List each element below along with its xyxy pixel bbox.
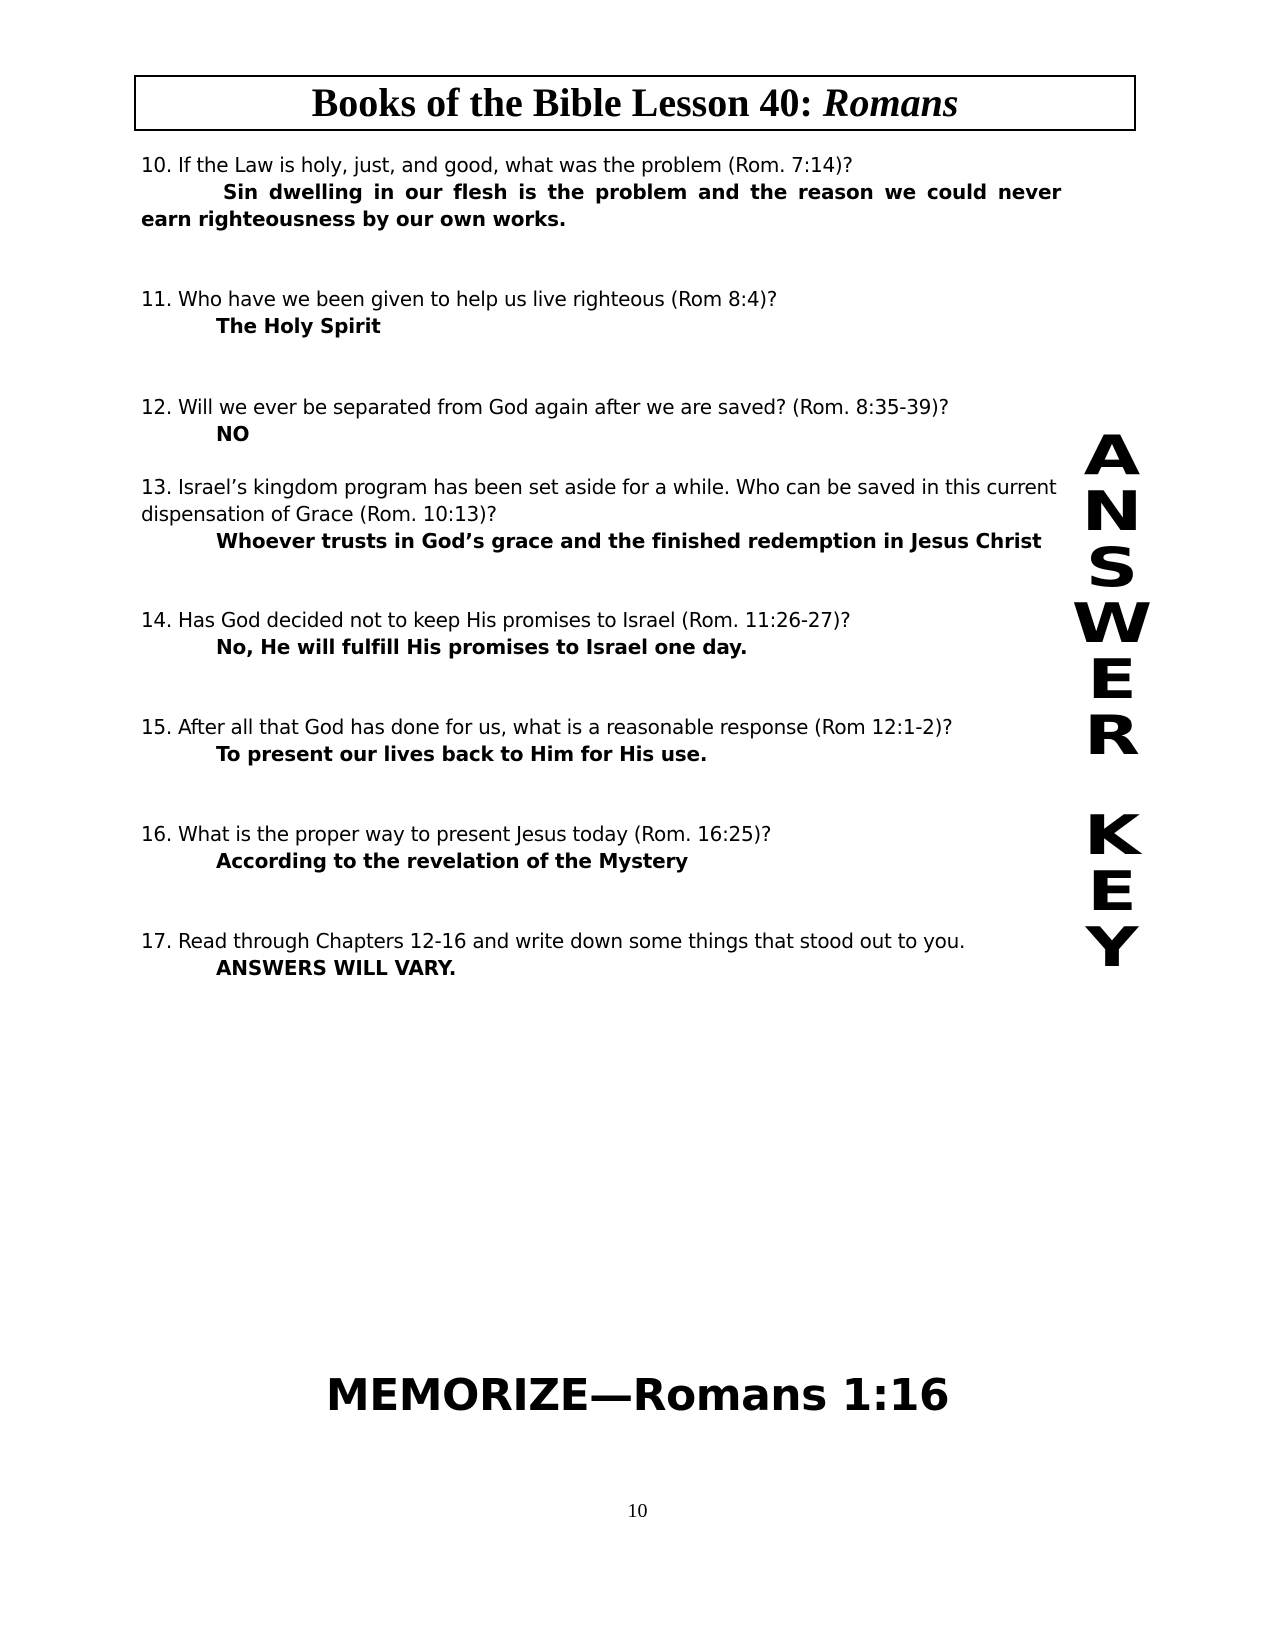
answer-text: To present our lives back to Him for His use.	[216, 742, 708, 766]
answer-text: No, He will fulfill His promises to Israel one day.	[216, 635, 748, 659]
question-13	[141, 474, 1066, 555]
memorize-verse: MEMORIZE—Romans 1:16	[325, 1370, 950, 1421]
answer-text: Sin dwelling in our flesh is the problem and the reason we could never earn righteousness by our own works.	[141, 180, 1061, 231]
question-text: 12. Will we ever be separated from God again after we are saved? (Rom. 8:35-39)?	[141, 395, 949, 419]
answer-key-letter: E	[1087, 860, 1137, 923]
lesson-title	[134, 75, 1136, 131]
question-15	[141, 714, 1061, 768]
answer-text: Whoever trusts in God’s grace and the finished redemption in Jesus Christ	[216, 529, 1042, 553]
question-12	[141, 394, 1061, 448]
lesson-title-prefix: Books of the Bible Lesson 40:	[311, 80, 823, 125]
question-10	[141, 152, 1061, 233]
question-text: 10. If the Law is holy, just, and good, what was the problem (Rom. 7:14)?	[141, 153, 853, 177]
question-14	[141, 607, 1061, 661]
question-11	[141, 286, 1061, 340]
page-number: 10	[627, 1500, 648, 1522]
answer-key-letter: K	[1083, 804, 1141, 867]
question-text: 14. Has God decided not to keep His promises to Israel (Rom. 11:26-27)?	[141, 608, 851, 632]
question-text: 13. Israel’s kingdom program has been set aside for a while. Who can be saved in this current dispensation of Grace (Rom. 10:13)?	[141, 475, 1057, 526]
answer-key-letter: W	[1071, 592, 1153, 655]
answer-key-letter: S	[1085, 536, 1139, 599]
lesson-title-book: Romans	[822, 80, 959, 125]
answer-text: NO	[216, 422, 250, 446]
answer-key-letter: R	[1083, 704, 1141, 767]
answer-key-vertical-label	[1068, 424, 1156, 979]
question-text: 11. Who have we been given to help us live righteous (Rom 8:4)?	[141, 287, 778, 311]
question-17	[141, 928, 1061, 982]
answer-key-spacer	[1068, 764, 1156, 808]
answer-key-letter: N	[1081, 480, 1143, 543]
question-text: 16. What is the proper way to present Jesus today (Rom. 16:25)?	[141, 822, 772, 846]
answer-text: According to the revelation of the Mystery	[216, 849, 689, 873]
answer-text: ANSWERS WILL VARY.	[216, 956, 457, 980]
answer-key-letter: Y	[1085, 916, 1139, 979]
answer-key-letter: E	[1087, 648, 1137, 711]
question-text: 17. Read through Chapters 12-16 and write down some things that stood out to you.	[141, 929, 966, 953]
answer-key-letter: A	[1083, 424, 1141, 487]
question-text: 15. After all that God has done for us, what is a reasonable response (Rom 12:1-2)?	[141, 715, 953, 739]
question-16	[141, 821, 1061, 875]
answer-text: The Holy Spirit	[216, 314, 381, 338]
